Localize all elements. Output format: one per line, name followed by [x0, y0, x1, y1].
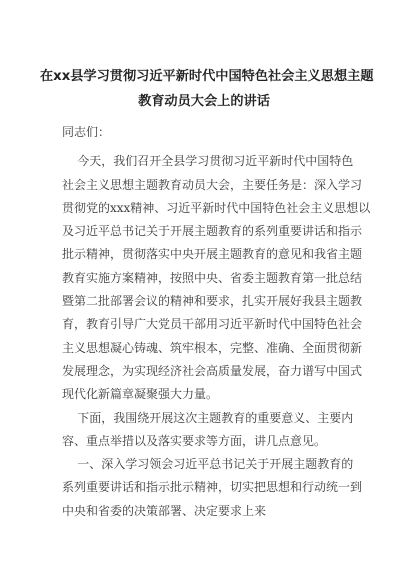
- title-line-1: 在xx县学习贯彻习近平新时代中国特色社会主义思想主题: [40, 69, 374, 84]
- body-line: 及习近平总书记关于开展主题教育的系列重要讲话和指示: [62, 224, 363, 239]
- salutation: 同志们：: [62, 125, 111, 139]
- body-line: 中央和省委的决策部署、决定要求上来: [62, 503, 267, 518]
- title-line-2: 教育动员大会上的讲话: [138, 94, 270, 109]
- body-line: 育，教育引导广大党员干部用习近平新时代中国特色社会: [62, 317, 363, 332]
- body-line: 贯彻党的xxx精神、习近平新时代中国特色社会主义思想以: [62, 200, 371, 215]
- body-line: 系列重要讲话和指示批示精神，切实把思想和行动统一到: [62, 480, 363, 495]
- body-line: 下面，我围绕开展这次主题教育的重要意义、主要内: [62, 410, 354, 425]
- body-line: 主义思想凝心铸魂、筑牢根本，完整、准确、全面贯彻新: [62, 340, 363, 355]
- body-line: 发展理念，为实现经济社会高质量发展，奋力谱写中国式: [62, 363, 363, 378]
- document-body: [62, 121, 371, 523]
- body-line: 今天，我们召开全县学习贯彻习近平新时代中国特色: [62, 154, 354, 169]
- body-line: 暨第二批部署会议的精神和要求，扎实开展好我县主题教: [62, 294, 363, 309]
- document-title: [40, 64, 374, 114]
- body-line: 社会主义思想主题教育动员大会，主要任务是：深入学习: [62, 177, 363, 192]
- body-line: 教育实施方案精神，按照中央、省委主题教育第一批总结: [62, 270, 363, 285]
- body-line: 批示精神，贯彻落实中央开展主题教育的意见和我省主题: [62, 247, 363, 262]
- body-line: 容、重点举措以及落实要求等方面，讲几点意见。: [62, 433, 327, 448]
- body-line: 现代化新篇章凝聚强大力量。: [62, 387, 219, 402]
- body-line: 一、深入学习领会习近平总书记关于开展主题教育的: [62, 457, 354, 472]
